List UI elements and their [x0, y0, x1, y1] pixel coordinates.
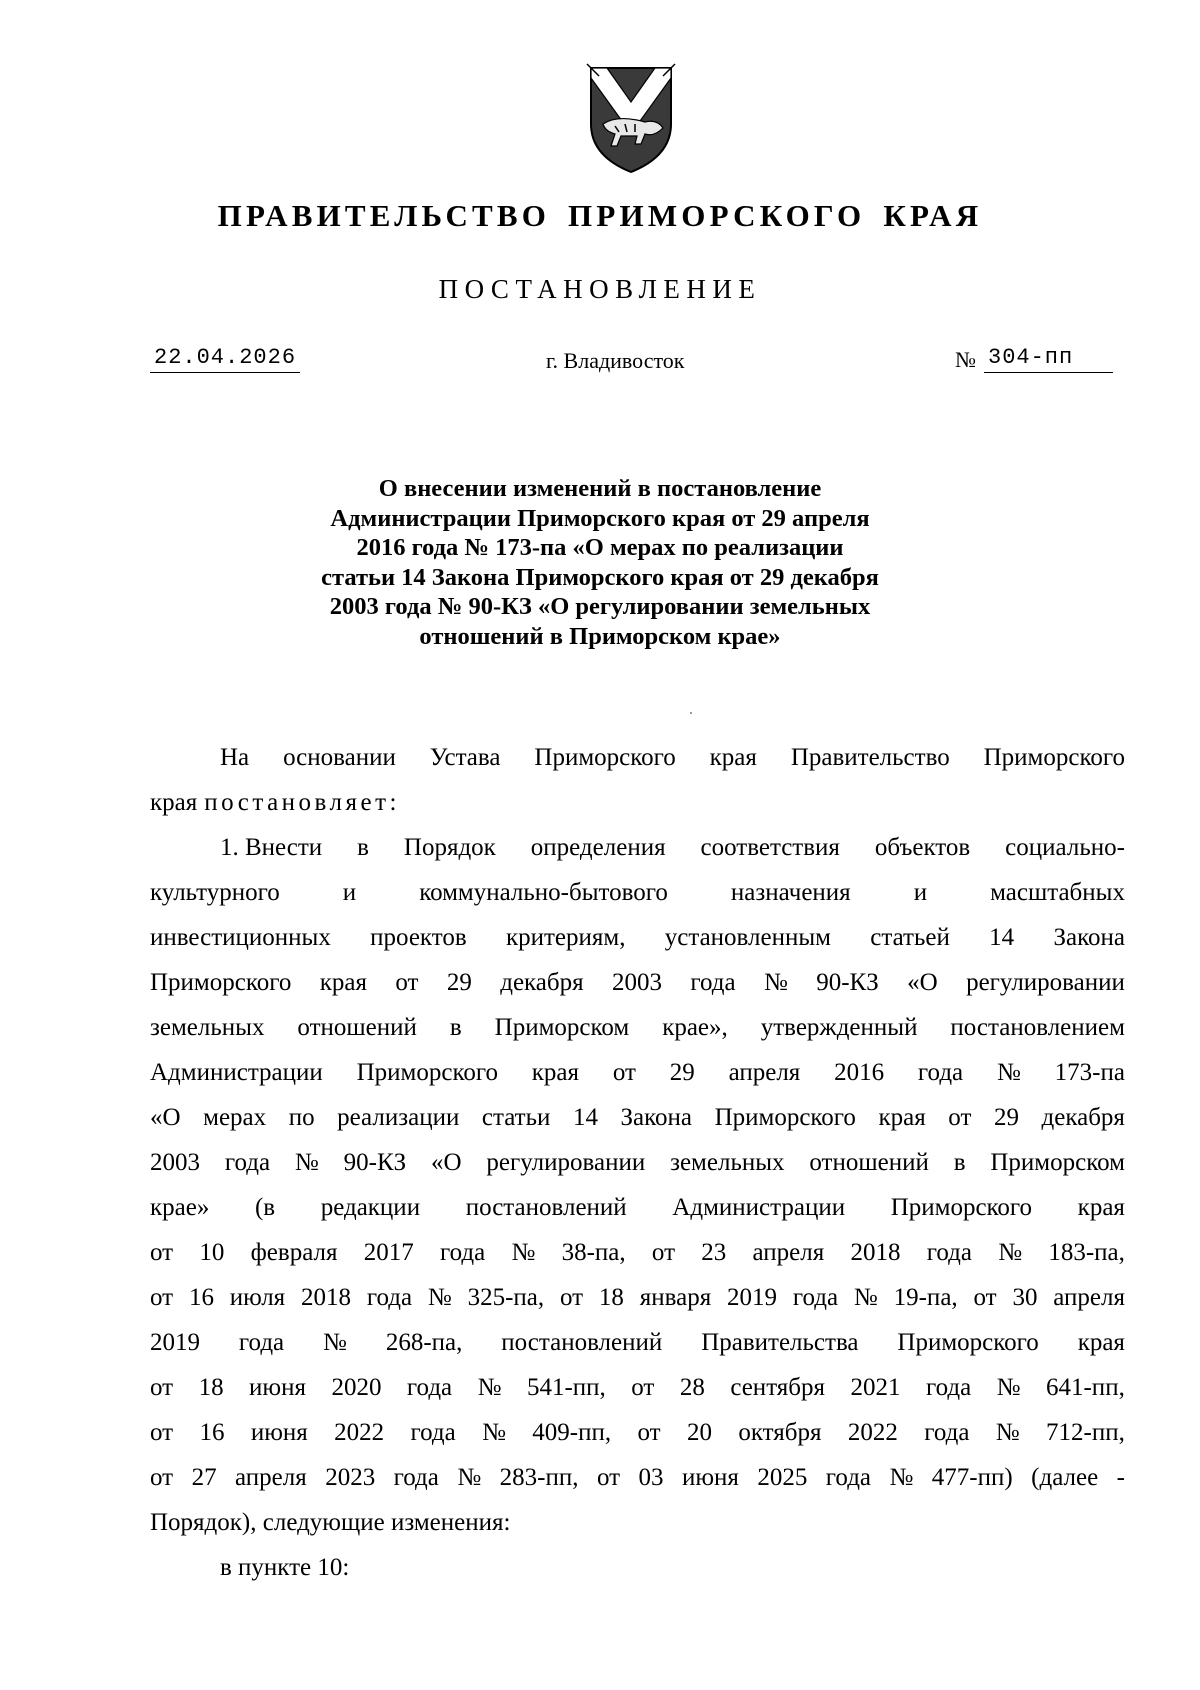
word: июня	[250, 1419, 308, 1446]
word: редакции	[320, 1194, 421, 1221]
word: 28	[679, 1374, 705, 1401]
word: года	[825, 1464, 872, 1491]
word: коммунально-бытового	[419, 879, 668, 906]
word: Порядок	[403, 834, 496, 861]
intro-line	[150, 780, 1125, 825]
word: 409-пп,	[532, 1419, 612, 1446]
word: декабря	[1041, 1104, 1125, 1131]
word: Приморского	[714, 1104, 856, 1131]
word: 16	[188, 1284, 214, 1311]
title-line: О внесении изменений в постановление	[378, 475, 822, 502]
paragraph-text: Порядок), следующие изменения:	[150, 1509, 511, 1536]
word: апреля	[728, 1059, 801, 1086]
paragraph-line	[150, 1050, 1125, 1095]
paragraph-2	[150, 1545, 1125, 1590]
paragraph-1-last-line	[150, 1500, 1125, 1545]
title-line: 2003 года № 90-КЗ «О регулировании земельных	[329, 593, 871, 620]
word: определения	[530, 834, 666, 861]
word: 29	[669, 1059, 695, 1086]
word: №	[323, 1329, 347, 1356]
word: от	[637, 1419, 661, 1446]
word: Приморского	[150, 969, 292, 996]
document-title	[0, 474, 1200, 651]
paragraph-line	[150, 1185, 1125, 1230]
word: №	[482, 1419, 506, 1446]
word: №	[998, 1239, 1023, 1266]
word: «О	[431, 1149, 462, 1176]
word: 2025	[757, 1464, 808, 1491]
paragraph-1	[150, 825, 1125, 1500]
paragraph-line	[150, 1140, 1125, 1185]
word: (далее	[1031, 1464, 1099, 1491]
paragraph-line	[150, 915, 1125, 960]
word: 268-па,	[385, 1329, 463, 1356]
title-line: Администрации Приморского края от 29 апреля	[330, 504, 870, 532]
resolves-word: постановляет:	[204, 789, 400, 816]
word: сентября	[730, 1374, 826, 1401]
word: от	[612, 1059, 636, 1086]
document-city: г. Владивосток	[546, 348, 685, 373]
word: регулировании	[486, 1149, 646, 1176]
word: апреля	[235, 1464, 307, 1491]
word: от	[150, 1419, 174, 1446]
word: инвестиционных	[150, 924, 331, 951]
paragraph-line	[150, 1365, 1125, 1410]
document-date: 22.04.2026	[150, 345, 300, 373]
word: 283-пп,	[499, 1464, 579, 1491]
word: 20	[686, 1419, 712, 1446]
word: 29	[993, 1104, 1019, 1131]
document-number	[955, 345, 1113, 373]
paragraph-line	[150, 1275, 1125, 1320]
word: основании	[283, 744, 396, 771]
paragraph-line	[150, 825, 1125, 870]
word: 30	[1012, 1284, 1038, 1311]
word: 183-па,	[1048, 1239, 1125, 1266]
paragraph-line	[150, 1410, 1125, 1455]
word: года	[238, 1329, 285, 1356]
word: статьей	[870, 924, 950, 951]
paragraph-line	[150, 1095, 1125, 1140]
word: назначения	[730, 879, 851, 906]
word: Правительство	[790, 744, 950, 771]
title-line: отношений в Приморском крае»	[419, 622, 781, 650]
word: от	[596, 1464, 621, 1491]
word: в	[357, 834, 369, 861]
word: года	[690, 969, 736, 996]
word: Приморском	[494, 1014, 630, 1041]
word: февраля	[250, 1239, 338, 1266]
word: 90-КЗ	[816, 969, 879, 996]
word: 2018	[301, 1284, 352, 1311]
word: от	[973, 1284, 997, 1311]
word: года	[393, 1464, 439, 1491]
word: утвержденный	[760, 1014, 918, 1041]
word: 2020	[331, 1374, 382, 1401]
word: крае»	[150, 1194, 210, 1221]
word: 2022	[847, 1419, 898, 1446]
word: №	[427, 1284, 452, 1311]
word: апреля	[752, 1239, 825, 1266]
word: №	[889, 1464, 914, 1491]
word: постановлений	[465, 1194, 627, 1221]
word: -	[1116, 1464, 1125, 1491]
word: апреля	[1053, 1284, 1125, 1311]
word: июля	[229, 1284, 286, 1311]
word: от	[150, 1374, 174, 1401]
word: земельных	[670, 1149, 785, 1176]
paragraph-line	[150, 870, 1125, 915]
word: крае»,	[662, 1014, 728, 1041]
word: 641-пп,	[1045, 1374, 1125, 1401]
word: июня	[249, 1374, 306, 1401]
title-line: 2016 года № 173-па «О мерах по реализации	[356, 534, 844, 561]
word: отношений	[809, 1149, 929, 1176]
word: №	[294, 1149, 319, 1176]
word: года	[224, 1149, 271, 1176]
word: Приморского	[534, 744, 676, 771]
word: Приморского	[897, 1329, 1039, 1356]
word: 03	[638, 1464, 664, 1491]
word: «О	[150, 1104, 181, 1131]
word: 1. Внести	[220, 834, 323, 861]
word: октября	[738, 1419, 822, 1446]
word: 19-па,	[893, 1284, 958, 1311]
word: Приморского	[356, 1059, 498, 1086]
word: «О	[907, 969, 938, 996]
word: 2003	[150, 1149, 200, 1176]
word: года	[440, 1239, 486, 1266]
word: Приморского	[983, 744, 1125, 771]
word: июня	[681, 1464, 739, 1491]
word: года	[410, 1419, 456, 1446]
word: в	[953, 1149, 966, 1176]
word: края	[531, 1059, 580, 1086]
word: 16	[199, 1419, 225, 1446]
word: реализации	[337, 1104, 460, 1131]
word: года	[924, 1419, 970, 1446]
word: №	[996, 1374, 1021, 1401]
word: года	[366, 1284, 413, 1311]
word: Приморского	[890, 1194, 1033, 1221]
word: 18	[198, 1374, 224, 1401]
word: года	[792, 1284, 839, 1311]
word: (в	[254, 1194, 276, 1221]
word: 173-па	[1054, 1059, 1125, 1086]
word: На	[220, 744, 250, 771]
word: постановлением	[950, 1014, 1125, 1041]
word: и	[913, 879, 928, 906]
word: 23	[701, 1239, 727, 1266]
word: от	[150, 1464, 174, 1491]
word: социально-	[1005, 834, 1125, 861]
word: 90-КЗ	[343, 1149, 407, 1176]
word: установленным	[664, 924, 831, 951]
word: 2003	[612, 969, 662, 996]
word: Приморском	[990, 1149, 1125, 1176]
word: №	[457, 1464, 482, 1491]
word: от	[395, 969, 419, 996]
word: 2021	[850, 1374, 901, 1401]
paragraph-line	[150, 1455, 1125, 1500]
word: года	[925, 1374, 972, 1401]
organization-name: ПРАВИТЕЛЬСТВО ПРИМОРСКОГО КРАЯ	[217, 198, 983, 233]
word: края	[1077, 1194, 1125, 1221]
word: соответствия	[700, 834, 840, 861]
word: Устава	[429, 744, 501, 771]
word: края	[1077, 1329, 1125, 1356]
word: 18	[598, 1284, 624, 1311]
paragraph-line	[150, 1320, 1125, 1365]
word: января	[639, 1284, 712, 1311]
word: №	[511, 1239, 536, 1266]
word: края	[709, 744, 757, 771]
word: в	[449, 1014, 462, 1041]
word: №	[763, 969, 788, 996]
word: от	[150, 1284, 174, 1311]
word: 541-пп,	[526, 1374, 606, 1401]
title-line: статьи 14 Закона Приморского края от 29 декабря	[321, 563, 879, 591]
document-body	[150, 735, 1125, 1590]
word: 2017	[363, 1239, 414, 1266]
word: №	[477, 1374, 502, 1401]
word: года	[926, 1239, 972, 1266]
word: 325-па,	[467, 1284, 545, 1311]
word: Закона	[1053, 924, 1125, 951]
document-type: ПОСТАНОВЛЕНИЕ	[438, 274, 762, 304]
paragraph-line	[150, 960, 1125, 1005]
word: регулировании	[966, 969, 1125, 996]
word: Правительства	[701, 1329, 859, 1356]
word: №	[995, 1419, 1020, 1446]
word: мерах	[203, 1104, 267, 1131]
word: года	[406, 1374, 453, 1401]
word: 14	[989, 924, 1015, 951]
word: статьи	[481, 1104, 551, 1131]
word: 27	[191, 1464, 217, 1491]
word: отношений	[297, 1014, 417, 1041]
word: от	[559, 1284, 584, 1311]
word: проектов	[370, 924, 467, 951]
word: 2016	[834, 1059, 885, 1086]
word: края	[319, 969, 367, 996]
word: 14	[572, 1104, 598, 1131]
word: Администрации	[672, 1194, 846, 1221]
scan-artifact	[690, 712, 692, 714]
word: 2018	[850, 1239, 901, 1266]
word: 2019	[150, 1329, 200, 1356]
word: объектов	[874, 834, 971, 861]
word: от	[948, 1104, 972, 1131]
coat-of-arms-icon	[585, 62, 677, 176]
paragraph-text: в пункте 10:	[220, 1554, 350, 1581]
word: №	[996, 1059, 1021, 1086]
intro-word: края	[150, 789, 198, 816]
word: декабря	[500, 969, 584, 996]
word: критериям,	[505, 924, 626, 951]
word: №	[853, 1284, 878, 1311]
word: земельных	[150, 1014, 265, 1041]
word: 2023	[325, 1464, 376, 1491]
number-sign: №	[955, 347, 976, 372]
paragraph-line	[150, 1005, 1125, 1050]
word: Администрации	[150, 1059, 323, 1086]
number-value: 304-пп	[984, 345, 1113, 373]
word: края	[878, 1104, 926, 1131]
word: Закона	[620, 1104, 692, 1131]
word: 29	[446, 969, 472, 996]
word: 2019	[727, 1284, 778, 1311]
word: от	[651, 1239, 676, 1266]
word: 10	[199, 1239, 225, 1266]
word: по	[288, 1104, 315, 1131]
word: масштабных	[990, 879, 1125, 906]
word: от	[631, 1374, 655, 1401]
word: культурного	[150, 879, 280, 906]
word: года	[917, 1059, 964, 1086]
word: 477-пп)	[931, 1464, 1013, 1491]
word: 712-пп,	[1046, 1419, 1125, 1446]
word: и	[342, 879, 357, 906]
paragraph-line	[150, 1230, 1125, 1275]
word: постановлений	[501, 1329, 663, 1356]
word: от	[150, 1239, 174, 1266]
word: 38-па,	[561, 1239, 626, 1266]
word: 2022	[334, 1419, 385, 1446]
intro-line	[150, 735, 1125, 780]
